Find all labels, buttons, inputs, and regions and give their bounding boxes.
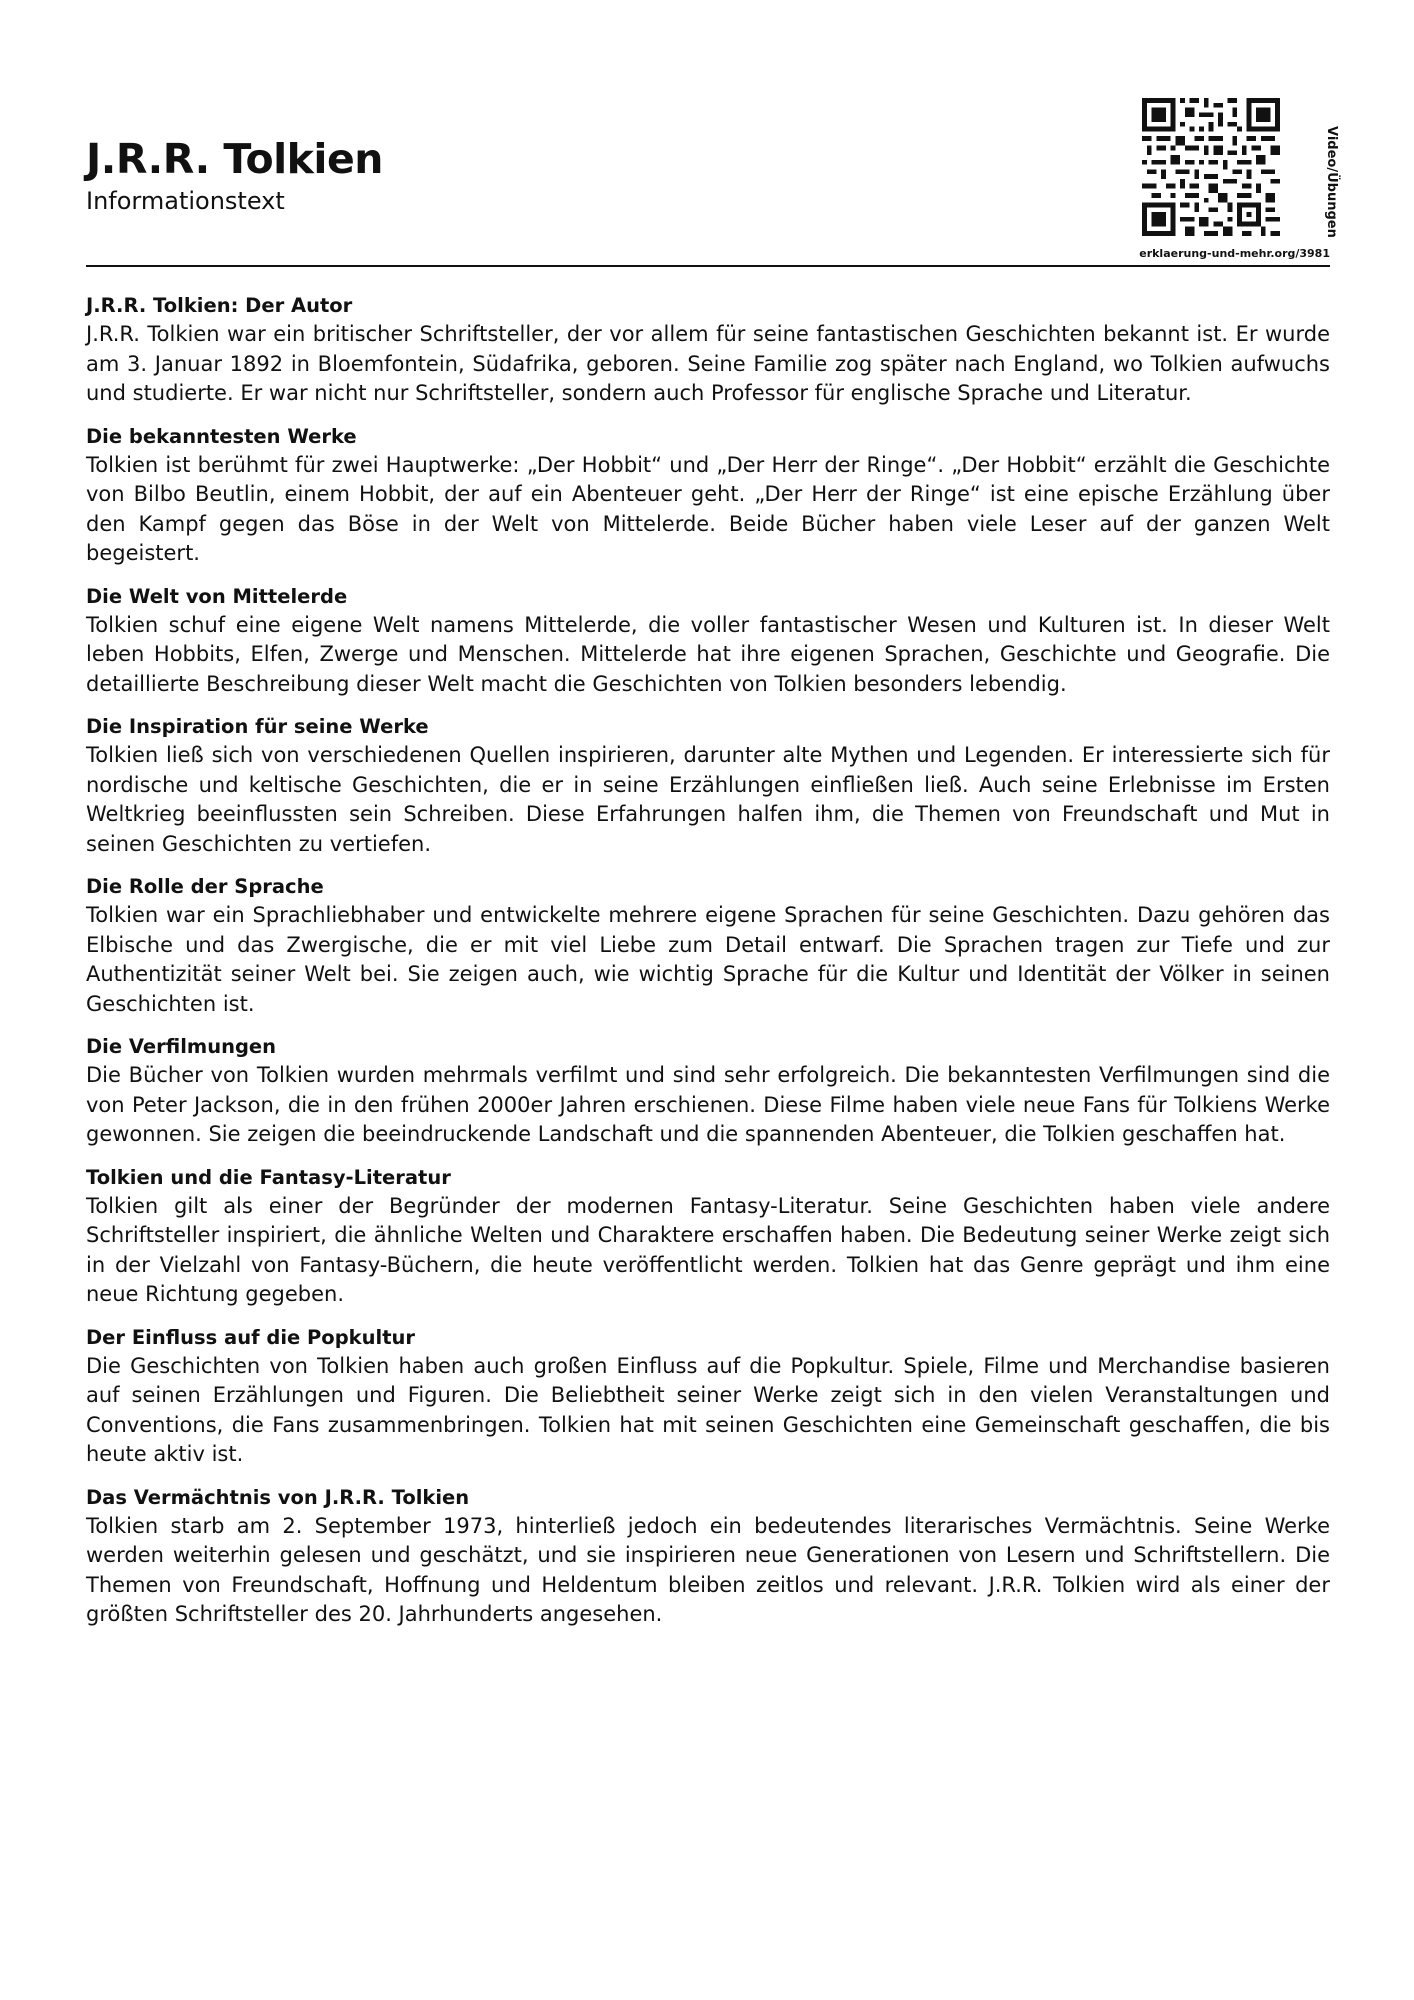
page-header [86,0,1339,268]
qr-code-icon[interactable] [1142,98,1280,236]
section-text: Tolkien ließ sich von verschiedenen Quellen inspirieren, darunter alte Mythen und Legenden. Er interessierte sich für nordische und keltische Geschichten, die er in seine Erzählungen einfließen ließ. Auch seine Erlebnisse im Ersten Weltkrieg beeinflussten sein Schreiben. Diese Erfahrungen halfen ihm, die Themen von Freundschaft und Mut in seinen Geschichten zu vertiefen. [86,743,1330,856]
page-title: J.R.R. Tolkien [86,135,383,183]
section-text: Die Bücher von Tolkien wurden mehrmals verfilmt und sind sehr erfolgreich. Die bekanntesten Verfilmungen sind die von Peter Jackson, die in den frühen 2000er Jahren erschienen. Diese Filme haben viele neue Fans für Tolkiens Werke gewonnen. Sie zeigen die beeindruckende Landschaft und die spannenden Abenteuer, die Tolkien geschaffen hat. [86,1063,1330,1146]
section-text: Tolkien ist berühmt für zwei Hauptwerke: „Der Hobbit“ und „Der Herr der Ringe“. „Der Hobbit“ erzählt die Geschichte von Bilbo Beutlin, einem Hobbit, der auf ein Abenteuer geht. „Der Herr der Ringe“ ist eine epische Erzählung über den Kampf gegen das Böse in der Welt von Mittelerde. Beide Bücher haben viele Leser auf der ganzen Welt begeistert. [86,452,1330,565]
page-subtitle: Informationstext [86,187,285,215]
section-films [86,1033,1330,1150]
header-divider [86,265,1330,267]
section-inspiration [86,713,1330,859]
section-heading: Tolkien und die Fantasy-Literatur [86,1165,451,1189]
section-works [86,423,1330,569]
section-language [86,873,1330,1019]
section-author [86,292,1330,409]
section-legacy [86,1484,1330,1630]
section-text: Tolkien starb am 2. September 1973, hinterließ jedoch ein bedeutendes literarisches Vermächtnis. Seine Werke werden weiterhin gelesen und geschätzt, und sie inspirieren neue Generationen von Lesern und Schriftstellern. Die Themen von Freundschaft, Hoffnung und Heldentum bleiben zeitlos und relevant. J.R.R. Tolkien wird als einer der größten Schriftsteller des 20. Jahrhunderts angesehen. [86,1513,1330,1626]
section-heading: Der Einfluss auf die Popkultur [86,1325,416,1349]
section-heading: Die Welt von Mittelerde [86,584,348,608]
video-exercises-label: Video/Übungen [1324,126,1339,238]
section-heading: Die Rolle der Sprache [86,875,324,898]
article-body [86,292,1330,1644]
section-text: Tolkien gilt als einer der Begründer der modernen Fantasy-Literatur. Seine Geschichten haben viele andere Schriftsteller inspiriert, die ähnliche Welten und Charaktere erschaffen haben. Die Bedeutung seiner Werke zeigt sich in der Vielzahl von Fantasy-Büchern, die heute veröffentlicht werden. Tolkien hat das Genre geprägt und ihm eine neue Richtung gegeben. [86,1193,1330,1306]
section-text: Die Geschichten von Tolkien haben auch großen Einfluss auf die Popkultur. Spiele, Filme und Merchandise basieren auf seinen Erzählungen und Figuren. Die Beliebtheit seiner Werke zeigt sich in den vielen Veranstaltungen und Conventions, die Fans zusammenbringen. Tolkien hat mit seinen Geschichten eine Gemeinschaft geschaffen, die bis heute aktiv ist. [86,1353,1330,1466]
section-text: Tolkien schuf eine eigene Welt namens Mittelerde, die voller fantastischer Wesen und Kulturen ist. In dieser Welt leben Hobbits, Elfen, Zwerge und Menschen. Mittelerde hat ihre eigenen Sprachen, Geschichte und Geografie. Die detaillierte Beschreibung dieser Welt macht die Geschichten von Tolkien besonders lebendig. [86,612,1330,696]
section-middle-earth [86,583,1330,700]
section-heading: J.R.R. Tolkien: Der Autor [86,294,353,317]
section-pop-culture [86,1324,1330,1470]
section-heading: Die bekanntesten Werke [86,424,357,448]
section-text: Tolkien war ein Sprachliebhaber und entwickelte mehrere eigene Sprachen für seine Geschichten. Dazu gehören das Elbische und das Zwergische, die er mit viel Liebe zum Detail entwarf. Die Sprachen tragen zur Tiefe und zur Authentizität seiner Welt bei. Sie zeigen auch, wie wichtig Sprache für die Kultur und Identität der Völker in seinen Geschichten ist. [86,903,1330,1016]
section-fantasy [86,1164,1330,1310]
section-text: J.R.R. Tolkien war ein britischer Schriftsteller, der vor allem für seine fantastischen Geschichten bekannt ist. Er wurde am 3. Januar 1892 in Bloemfontein, Südafrika, geboren. Seine Familie zog später nach England, wo Tolkien aufwuchs und studierte. Er war nicht nur Schriftsteller, sondern auch Professor für englische Sprache und Literatur. [86,322,1330,405]
section-heading: Die Verfilmungen [86,1035,277,1058]
section-heading: Die Inspiration für seine Werke [86,715,429,738]
qr-url-link[interactable]: erklaerung-und-mehr.org/3981 [1139,247,1330,260]
section-heading: Das Vermächtnis von J.R.R. Tolkien [86,1485,470,1509]
